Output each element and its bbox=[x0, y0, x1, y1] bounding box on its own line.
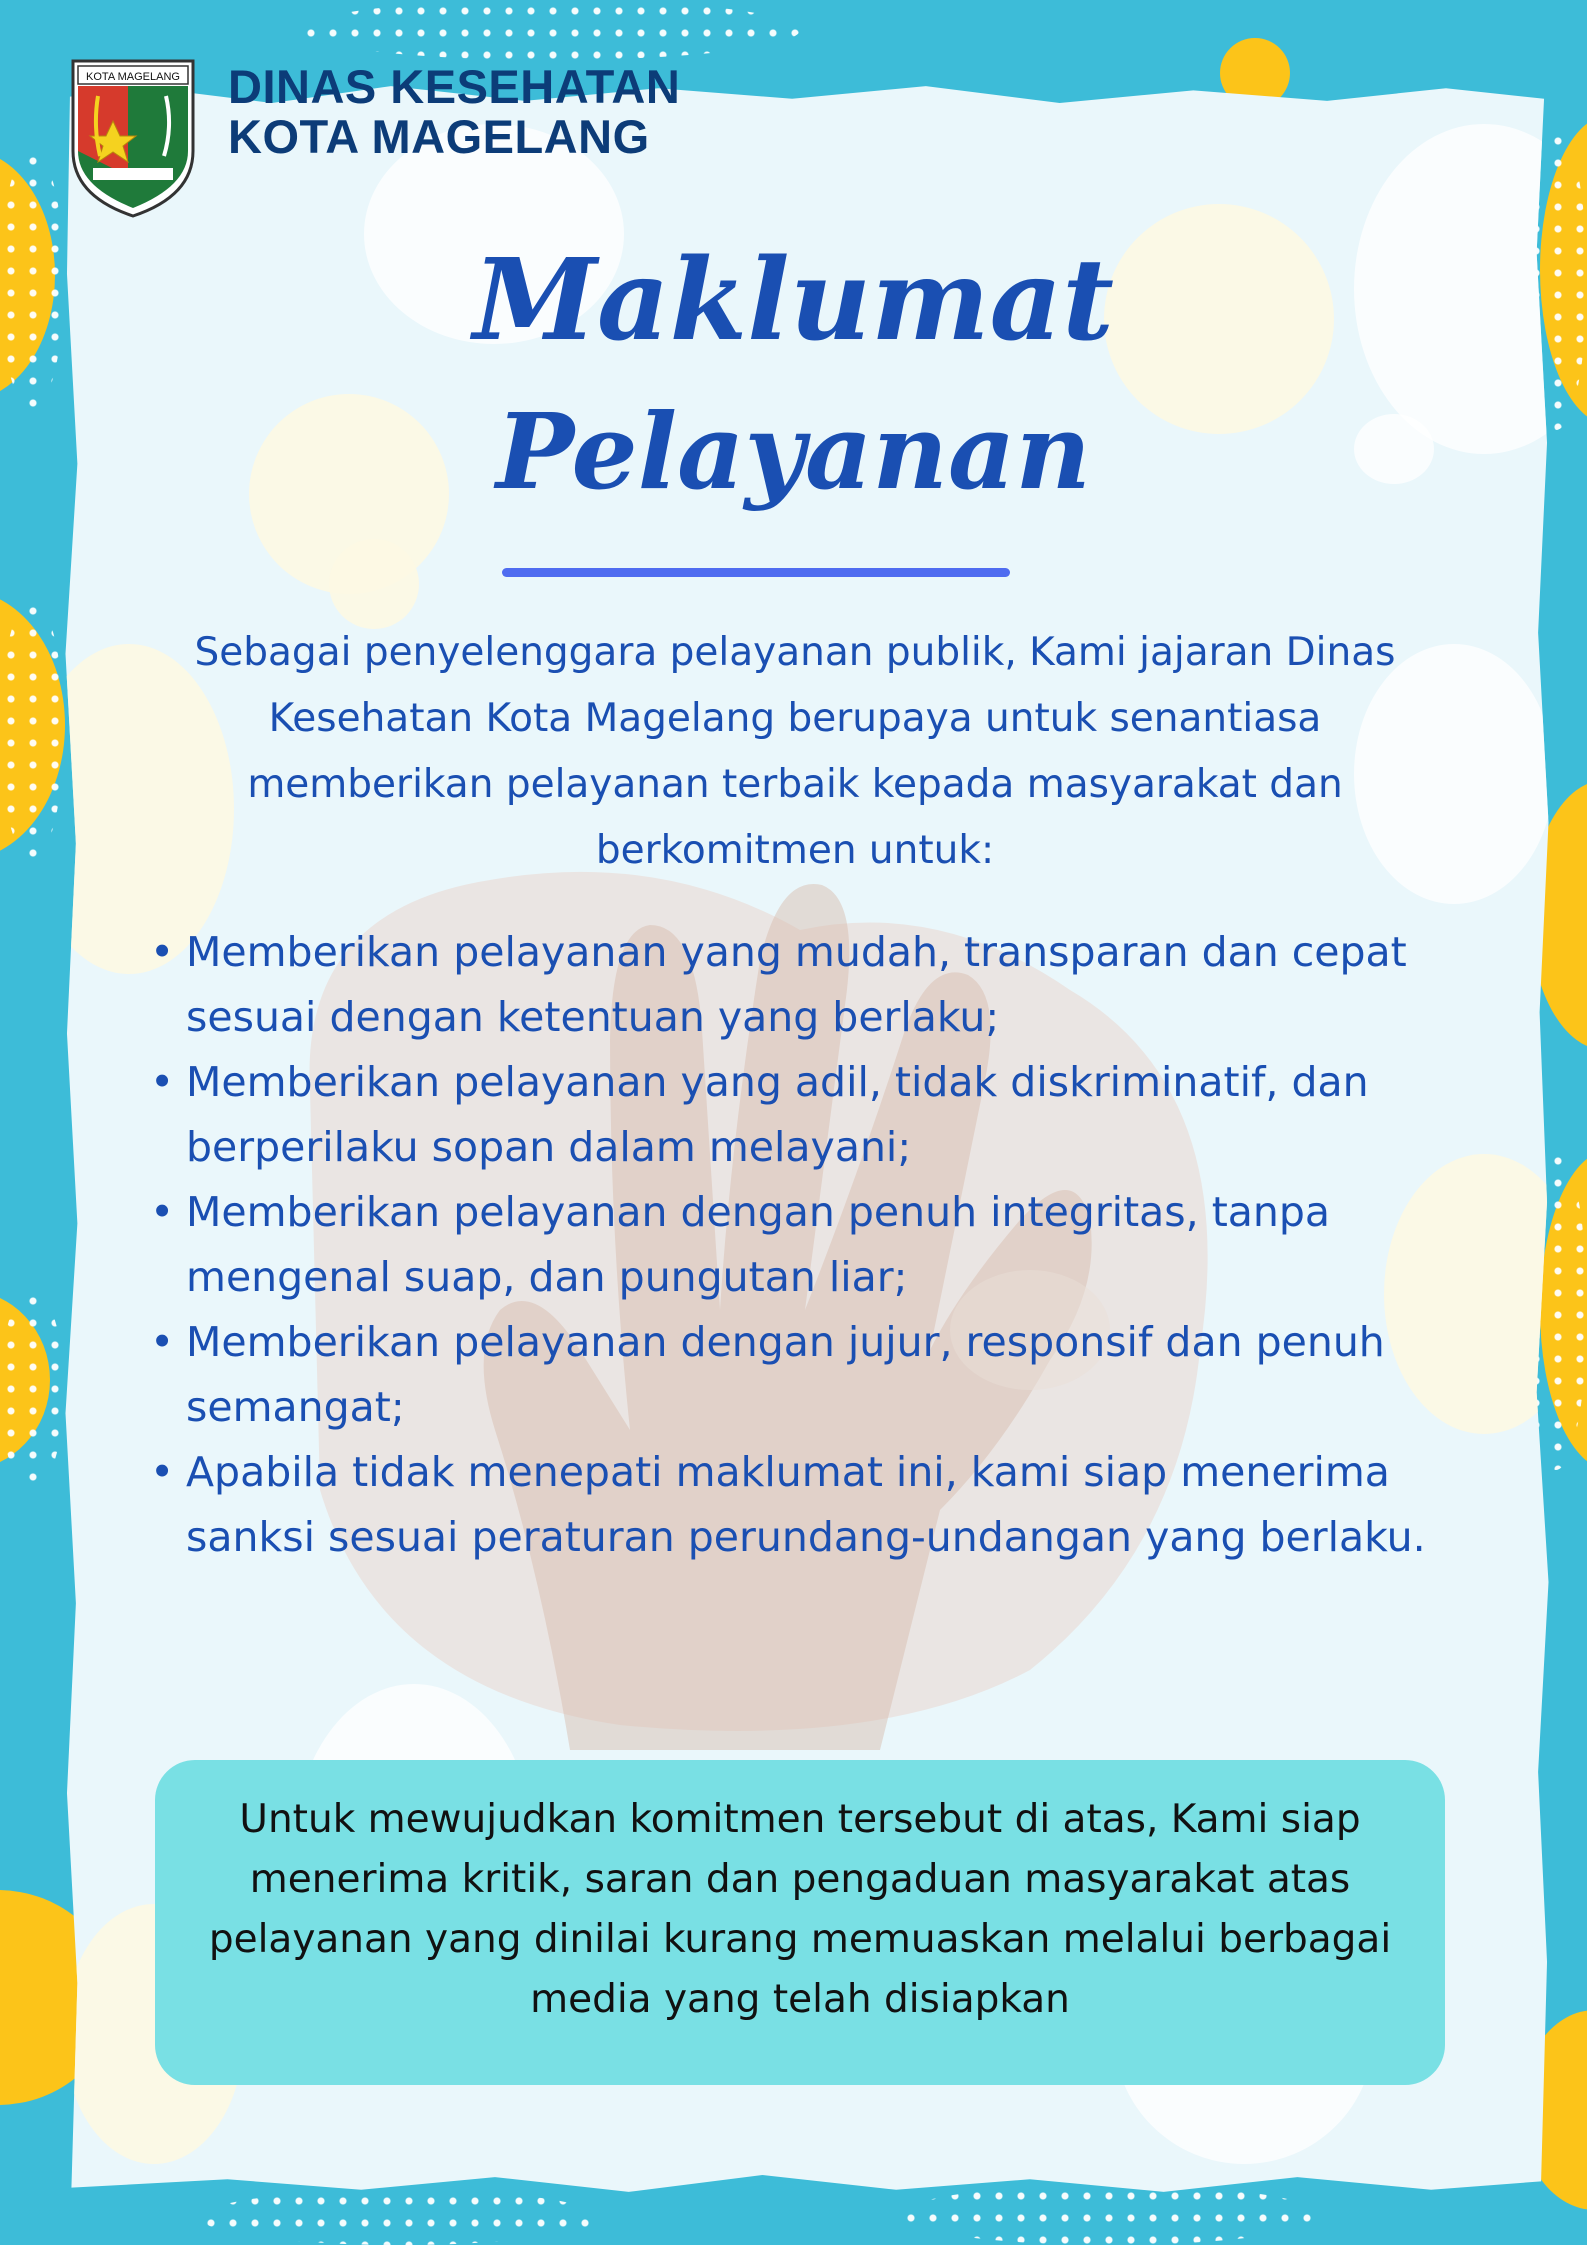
dots-pattern bbox=[900, 2185, 1320, 2245]
bullet-icon: • bbox=[150, 1448, 175, 1496]
callout-box bbox=[155, 1760, 1445, 2085]
commitments-list bbox=[140, 920, 1480, 1570]
bullet-icon: • bbox=[150, 928, 175, 976]
header bbox=[68, 56, 680, 221]
decor-circle bbox=[329, 539, 419, 629]
logo-caption: KOTA MAGELANG bbox=[86, 71, 180, 83]
list-item-text: Memberikan pelayanan yang mudah, transparan dan cepat sesuai dengan ketentuan yang berlaku; bbox=[186, 928, 1407, 1041]
dots-pattern bbox=[0, 1290, 64, 1490]
list-item-text: Apabila tidak menepati maklumat ini, kami siap menerima sanksi sesuai peraturan perundang-undangan yang berlaku. bbox=[186, 1448, 1426, 1561]
list-item bbox=[140, 1440, 1480, 1570]
intro-paragraph: Sebagai penyelenggara pelayanan publik, Kami jajaran Dinas Kesehatan Kota Magelang berupaya untuk senantiasa memberikan pelayanan terbaik kepada masyarakat dan berkomitmen untuk: bbox=[194, 630, 1396, 873]
dots-pattern bbox=[0, 600, 64, 860]
city-crest-logo bbox=[68, 56, 198, 221]
bullet-icon: • bbox=[150, 1188, 175, 1236]
dots-pattern bbox=[300, 0, 800, 60]
list-item bbox=[140, 920, 1480, 1050]
bullet-icon: • bbox=[150, 1318, 175, 1366]
list-item bbox=[140, 1310, 1480, 1440]
callout-text: Untuk mewujudkan komitmen tersebut di atas, Kami siap menerima kritik, saran dan pengaduan masyarakat atas pelayanan yang dinilai kurang memuaskan melalui berbagai media yang telah disiapkan bbox=[208, 1797, 1392, 2022]
org-line-1: DINAS KESEHATAN bbox=[228, 60, 681, 113]
bullet-icon: • bbox=[150, 1058, 175, 1106]
dots-pattern bbox=[200, 2190, 600, 2245]
page-title-line-2: Pelayanan bbox=[496, 390, 1091, 513]
list-item-text: Memberikan pelayanan yang adil, tidak diskriminatif, dan berperilaku sopan dalam melayani; bbox=[186, 1058, 1369, 1171]
page-title-line-1: Maklumat bbox=[473, 235, 1114, 366]
list-item-text: Memberikan pelayanan dengan penuh integritas, tanpa mengenal suap, dan pungutan liar; bbox=[186, 1188, 1331, 1301]
list-item-text: Memberikan pelayanan dengan jujur, responsif dan penuh semangat; bbox=[186, 1318, 1385, 1431]
organization-name bbox=[228, 62, 680, 162]
list-item bbox=[140, 1180, 1480, 1310]
list-item bbox=[140, 1050, 1480, 1180]
title-underline bbox=[502, 568, 1010, 577]
org-line-2: KOTA MAGELANG bbox=[228, 110, 650, 163]
